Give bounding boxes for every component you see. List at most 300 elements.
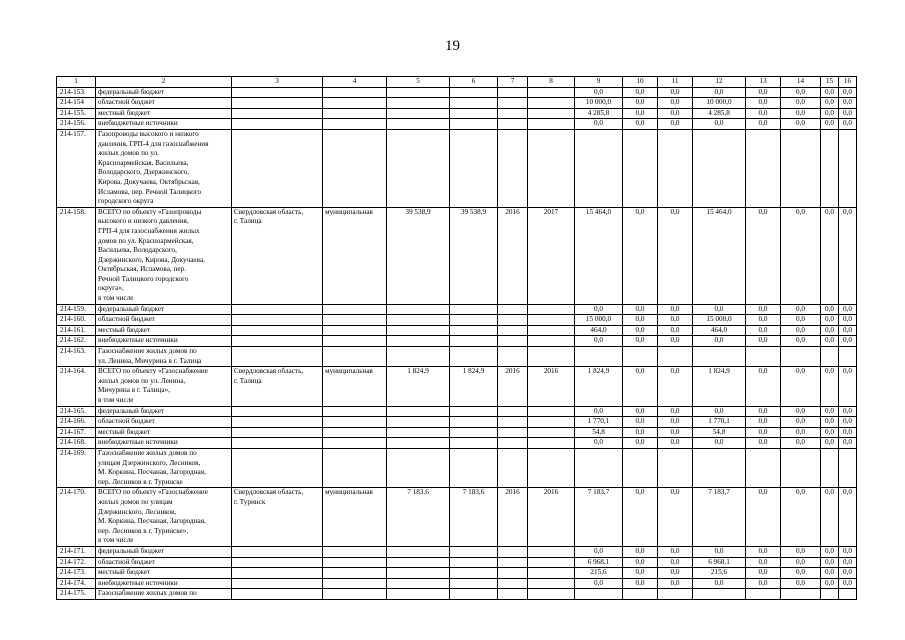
value-cell: 0,0: [746, 546, 781, 557]
value-cell: 0,0: [821, 87, 839, 98]
description-line: Газопроводы высокого и низкого: [98, 129, 199, 138]
value-cell: 6 968,1: [693, 557, 746, 568]
cost-cell: [450, 129, 498, 207]
cost-cell: [450, 304, 498, 315]
value-cell: 464,0: [693, 325, 746, 336]
value-cell: 0,0: [781, 488, 821, 547]
table-row: [57, 557, 857, 568]
description-line: городского округа: [98, 197, 154, 206]
ownership-cell: [323, 129, 387, 207]
start-year-cell: [498, 315, 528, 326]
value-cell: 54,8: [575, 427, 623, 438]
description-line: жилых домов по ул. Ленина,: [98, 376, 186, 385]
row-number: 214-163.: [57, 347, 96, 367]
row-number: 214-158.: [57, 207, 96, 304]
value-cell: 0,0: [781, 98, 821, 109]
estimated-cost-cell: [387, 427, 450, 438]
estimated-cost-cell: [387, 438, 450, 449]
estimated-cost-cell: [387, 119, 450, 130]
value-cell: [746, 129, 781, 207]
description-line: ВСЕГО по объекту «Газоснабжение: [98, 367, 208, 376]
description-line: давления, ГРП-4 для газоснабжения: [98, 139, 209, 148]
value-cell: 0,0: [623, 98, 658, 109]
value-cell: 0,0: [746, 557, 781, 568]
column-header: 15: [821, 77, 839, 88]
ownership-cell: [323, 568, 387, 579]
value-cell: 0,0: [623, 438, 658, 449]
location-cell: [232, 119, 323, 130]
value-cell: 0,0: [821, 406, 839, 417]
location-line: г. Талица: [234, 376, 262, 385]
location-cell: [232, 557, 323, 568]
value-cell: 0,0: [623, 568, 658, 579]
description-line: Красноармейская, Васильева,: [98, 158, 189, 167]
value-cell: 0,0: [658, 427, 693, 438]
value-cell: 0,0: [658, 488, 693, 547]
ownership-cell: [323, 589, 387, 600]
cost-cell: [450, 315, 498, 326]
description-line: внебюджетные источники: [98, 578, 178, 587]
start-year-cell: 2016: [498, 207, 528, 304]
column-header: 13: [746, 77, 781, 88]
ownership-cell: [323, 119, 387, 130]
value-cell: 0,0: [839, 315, 857, 326]
value-cell: 0,0: [575, 438, 623, 449]
value-cell: 0,0: [623, 406, 658, 417]
description-line: внебюджетные источники: [98, 438, 178, 447]
estimated-cost-cell: [387, 325, 450, 336]
start-year-cell: [498, 87, 528, 98]
row-number: 214-171.: [57, 546, 96, 557]
value-cell: 0,0: [821, 367, 839, 406]
value-cell: 215,6: [693, 568, 746, 579]
ownership-cell: [323, 578, 387, 589]
location-cell: [232, 98, 323, 109]
description-line: округа»,: [98, 284, 124, 293]
estimated-cost-cell: [387, 448, 450, 487]
cost-cell: [450, 448, 498, 487]
value-cell: 0,0: [623, 325, 658, 336]
description-line: местный бюджет: [98, 427, 151, 436]
value-cell: [781, 448, 821, 487]
value-cell: 0,0: [839, 406, 857, 417]
value-cell: 0,0: [781, 325, 821, 336]
table-body: [57, 77, 857, 600]
value-cell: 0,0: [693, 578, 746, 589]
table-row: [57, 438, 857, 449]
cost-cell: [450, 325, 498, 336]
value-cell: 0,0: [658, 438, 693, 449]
value-cell: 0,0: [575, 304, 623, 315]
value-cell: 0,0: [821, 557, 839, 568]
end-year-cell: [528, 546, 575, 557]
description-line: ВСЕГО по объекту «Газопроводы: [98, 207, 202, 216]
description-line: жилых домов по улицам: [98, 497, 173, 506]
value-cell: 0,0: [746, 304, 781, 315]
row-number: 214-173.: [57, 568, 96, 579]
row-description: [96, 578, 232, 589]
table-row: [57, 578, 857, 589]
value-cell: 0,0: [658, 406, 693, 417]
column-header: 2: [96, 77, 232, 88]
table-row: [57, 427, 857, 438]
start-year-cell: [498, 578, 528, 589]
value-cell: [693, 129, 746, 207]
description-line: Речной Талицкого городского: [98, 274, 189, 283]
table-row: [57, 488, 857, 547]
value-cell: 0,0: [821, 568, 839, 579]
value-cell: [821, 448, 839, 487]
row-description: [96, 129, 232, 207]
value-cell: 0,0: [575, 119, 623, 130]
value-cell: 0,0: [693, 438, 746, 449]
cost-cell: 7 183,6: [450, 488, 498, 547]
end-year-cell: [528, 325, 575, 336]
value-cell: 0,0: [839, 98, 857, 109]
cost-cell: 1 824,9: [450, 367, 498, 406]
description-line: в том числе: [98, 294, 134, 303]
start-year-cell: [498, 557, 528, 568]
start-year-cell: [498, 417, 528, 428]
estimated-cost-cell: [387, 304, 450, 315]
value-cell: [781, 589, 821, 600]
row-description: [96, 438, 232, 449]
value-cell: 0,0: [746, 427, 781, 438]
ownership-cell: [323, 557, 387, 568]
value-cell: 0,0: [839, 568, 857, 579]
value-cell: 0,0: [658, 336, 693, 347]
end-year-cell: [528, 417, 575, 428]
ownership-cell: [323, 347, 387, 367]
cost-cell: [450, 336, 498, 347]
start-year-cell: [498, 546, 528, 557]
estimated-cost-cell: [387, 315, 450, 326]
estimated-cost-cell: 39 538,9: [387, 207, 450, 304]
row-description: [96, 406, 232, 417]
value-cell: [658, 129, 693, 207]
description-line: Дзержинского, Кирова, Докучаева,: [98, 255, 205, 264]
value-cell: [658, 347, 693, 367]
table-row: [57, 304, 857, 315]
location-line: Свердловская область,: [234, 207, 304, 216]
estimated-cost-cell: [387, 568, 450, 579]
description-line: ГРП-4 для газоснабжения жилых: [98, 226, 200, 235]
row-description: [96, 557, 232, 568]
description-line: областной бюджет: [98, 557, 155, 566]
end-year-cell: [528, 336, 575, 347]
location-line: г. Талица: [234, 217, 262, 226]
description-line: Дзержинского, Лесников,: [98, 507, 177, 516]
cost-cell: [450, 589, 498, 600]
description-line: внебюджетные источники: [98, 119, 178, 128]
end-year-cell: 2017: [528, 207, 575, 304]
value-cell: 0,0: [746, 315, 781, 326]
row-number: 214-157.: [57, 129, 96, 207]
value-cell: 15 000,0: [575, 315, 623, 326]
location-cell: [232, 438, 323, 449]
value-cell: [693, 448, 746, 487]
value-cell: 0,0: [623, 488, 658, 547]
row-number: 214-165.: [57, 406, 96, 417]
value-cell: 0,0: [821, 207, 839, 304]
column-header: 9: [575, 77, 623, 88]
table-row: [57, 448, 857, 487]
value-cell: [575, 589, 623, 600]
value-cell: 0,0: [746, 367, 781, 406]
row-number: 214-164.: [57, 367, 96, 406]
value-cell: 0,0: [658, 98, 693, 109]
description-line: внебюджетные источники: [98, 336, 178, 345]
table-row: [57, 98, 857, 109]
value-cell: 0,0: [575, 546, 623, 557]
location-cell: [232, 87, 323, 98]
ownership-cell: [323, 406, 387, 417]
budget-table: [56, 76, 857, 600]
start-year-cell: [498, 325, 528, 336]
start-year-cell: 2016: [498, 488, 528, 547]
cost-cell: [450, 347, 498, 367]
value-cell: 0,0: [658, 87, 693, 98]
location-cell: [232, 488, 323, 547]
value-cell: 0,0: [623, 108, 658, 119]
value-cell: 0,0: [658, 546, 693, 557]
estimated-cost-cell: [387, 578, 450, 589]
value-cell: 0,0: [781, 427, 821, 438]
description-line: Кирова, Докучаева, Октябрьская,: [98, 177, 200, 186]
table-row: [57, 119, 857, 130]
end-year-cell: [528, 347, 575, 367]
value-cell: 0,0: [839, 207, 857, 304]
ownership-cell: [323, 427, 387, 438]
table-row: [57, 108, 857, 119]
location-cell: [232, 427, 323, 438]
description-line: М. Коркина, Песчаная, Загородная,: [98, 517, 206, 526]
table-row: [57, 347, 857, 367]
description-line: местный бюджет: [98, 325, 151, 334]
value-cell: 15 000,0: [693, 315, 746, 326]
start-year-cell: [498, 589, 528, 600]
location-cell: [232, 315, 323, 326]
value-cell: [821, 129, 839, 207]
value-cell: [746, 448, 781, 487]
value-cell: 0,0: [575, 336, 623, 347]
value-cell: 0,0: [623, 367, 658, 406]
value-cell: 0,0: [839, 325, 857, 336]
table-row: [57, 325, 857, 336]
start-year-cell: [498, 427, 528, 438]
value-cell: 0,0: [839, 87, 857, 98]
value-cell: 0,0: [623, 427, 658, 438]
value-cell: 0,0: [746, 108, 781, 119]
value-cell: 0,0: [693, 336, 746, 347]
value-cell: [693, 347, 746, 367]
location-cell: [232, 448, 323, 487]
value-cell: 0,0: [821, 325, 839, 336]
value-cell: 0,0: [821, 546, 839, 557]
location-cell: [232, 406, 323, 417]
column-header: 12: [693, 77, 746, 88]
value-cell: [693, 589, 746, 600]
description-line: областной бюджет: [98, 315, 155, 324]
value-cell: 0,0: [658, 119, 693, 130]
row-description: [96, 304, 232, 315]
end-year-cell: [528, 129, 575, 207]
value-cell: 0,0: [781, 87, 821, 98]
table-row: [57, 589, 857, 600]
start-year-cell: 2016: [498, 367, 528, 406]
value-cell: 0,0: [658, 557, 693, 568]
value-cell: 0,0: [781, 438, 821, 449]
value-cell: [623, 589, 658, 600]
value-cell: 0,0: [623, 336, 658, 347]
row-number: 214-174.: [57, 578, 96, 589]
value-cell: 0,0: [623, 87, 658, 98]
value-cell: [575, 448, 623, 487]
row-description: [96, 546, 232, 557]
cost-cell: 39 538,9: [450, 207, 498, 304]
cost-cell: [450, 98, 498, 109]
location-cell: [232, 325, 323, 336]
row-number: 214-153.: [57, 87, 96, 98]
start-year-cell: [498, 347, 528, 367]
value-cell: 0,0: [658, 315, 693, 326]
ownership-cell: [323, 546, 387, 557]
value-cell: 0,0: [839, 367, 857, 406]
cost-cell: [450, 438, 498, 449]
value-cell: [658, 589, 693, 600]
description-line: федеральный бюджет: [98, 546, 165, 555]
ownership-cell: [323, 108, 387, 119]
ownership-cell: муниципальная: [323, 207, 387, 304]
start-year-cell: [498, 568, 528, 579]
value-cell: 0,0: [658, 325, 693, 336]
column-header: 14: [781, 77, 821, 88]
value-cell: 0,0: [821, 336, 839, 347]
column-header: 3: [232, 77, 323, 88]
value-cell: 464,0: [575, 325, 623, 336]
table-row: [57, 406, 857, 417]
row-description: [96, 108, 232, 119]
value-cell: 0,0: [658, 578, 693, 589]
value-cell: 0,0: [821, 98, 839, 109]
value-cell: [839, 347, 857, 367]
value-cell: 0,0: [821, 119, 839, 130]
value-cell: 4 285,8: [575, 108, 623, 119]
location-line: Свердловская область,: [234, 367, 304, 376]
row-description: [96, 417, 232, 428]
value-cell: 0,0: [839, 336, 857, 347]
value-cell: 0,0: [746, 488, 781, 547]
value-cell: [575, 129, 623, 207]
ownership-cell: [323, 448, 387, 487]
value-cell: 10 000,0: [575, 98, 623, 109]
value-cell: 0,0: [693, 119, 746, 130]
ownership-cell: муниципальная: [323, 488, 387, 547]
description-line: жилых домов по ул.: [98, 149, 159, 158]
value-cell: 1 770,1: [575, 417, 623, 428]
cost-cell: [450, 427, 498, 438]
value-cell: 54,8: [693, 427, 746, 438]
description-line: федеральный бюджет: [98, 304, 165, 313]
value-cell: 0,0: [839, 108, 857, 119]
start-year-cell: [498, 336, 528, 347]
column-header: 1: [57, 77, 96, 88]
value-cell: 0,0: [781, 315, 821, 326]
description-line: Исламова, пер. Речной Талицкого: [98, 187, 202, 196]
value-cell: 0,0: [746, 417, 781, 428]
description-line: ВСЕГО по объекту «Газоснабжение: [98, 488, 208, 497]
value-cell: 0,0: [746, 406, 781, 417]
start-year-cell: [498, 98, 528, 109]
value-cell: 0,0: [821, 488, 839, 547]
location-cell: [232, 207, 323, 304]
value-cell: [623, 129, 658, 207]
column-header: 4: [323, 77, 387, 88]
end-year-cell: [528, 315, 575, 326]
location-line: Свердловская область,: [234, 488, 304, 497]
value-cell: 0,0: [746, 207, 781, 304]
row-description: [96, 336, 232, 347]
row-number: 214-168.: [57, 438, 96, 449]
row-number: 214-172.: [57, 557, 96, 568]
end-year-cell: [528, 568, 575, 579]
value-cell: [839, 129, 857, 207]
value-cell: 0,0: [839, 427, 857, 438]
description-line: местный бюджет: [98, 108, 151, 117]
value-cell: 0,0: [693, 546, 746, 557]
cost-cell: [450, 568, 498, 579]
description-line: улицам Дзержинского, Лесников,: [98, 458, 201, 467]
row-number: 214-170.: [57, 488, 96, 547]
end-year-cell: 2016: [528, 367, 575, 406]
value-cell: 0,0: [746, 438, 781, 449]
value-cell: 0,0: [623, 557, 658, 568]
row-description: [96, 367, 232, 406]
ownership-cell: [323, 417, 387, 428]
value-cell: 0,0: [839, 304, 857, 315]
value-cell: 0,0: [781, 546, 821, 557]
value-cell: 7 183,7: [575, 488, 623, 547]
cost-cell: [450, 546, 498, 557]
value-cell: 0,0: [623, 546, 658, 557]
location-cell: [232, 129, 323, 207]
cost-cell: [450, 417, 498, 428]
ownership-cell: [323, 98, 387, 109]
value-cell: 0,0: [821, 108, 839, 119]
value-cell: [746, 589, 781, 600]
description-line: Газоснабжение жилых домов по: [98, 448, 197, 457]
estimated-cost-cell: 1 824,9: [387, 367, 450, 406]
column-header-row: [57, 77, 857, 88]
row-number: 214-160.: [57, 315, 96, 326]
description-line: Володарского, Дзержинского,: [98, 168, 190, 177]
value-cell: 0,0: [746, 119, 781, 130]
end-year-cell: [528, 108, 575, 119]
estimated-cost-cell: [387, 417, 450, 428]
estimated-cost-cell: [387, 108, 450, 119]
description-line: Васильева, Володарского,: [98, 246, 177, 255]
description-line: пер. Лесников в г. Туринске: [98, 477, 183, 486]
start-year-cell: [498, 129, 528, 207]
end-year-cell: [528, 406, 575, 417]
value-cell: 0,0: [781, 108, 821, 119]
value-cell: 0,0: [658, 568, 693, 579]
row-description: [96, 589, 232, 600]
value-cell: 0,0: [746, 98, 781, 109]
estimated-cost-cell: [387, 98, 450, 109]
value-cell: [839, 589, 857, 600]
description-line: Газоснабжение жилых домов по: [98, 347, 197, 356]
